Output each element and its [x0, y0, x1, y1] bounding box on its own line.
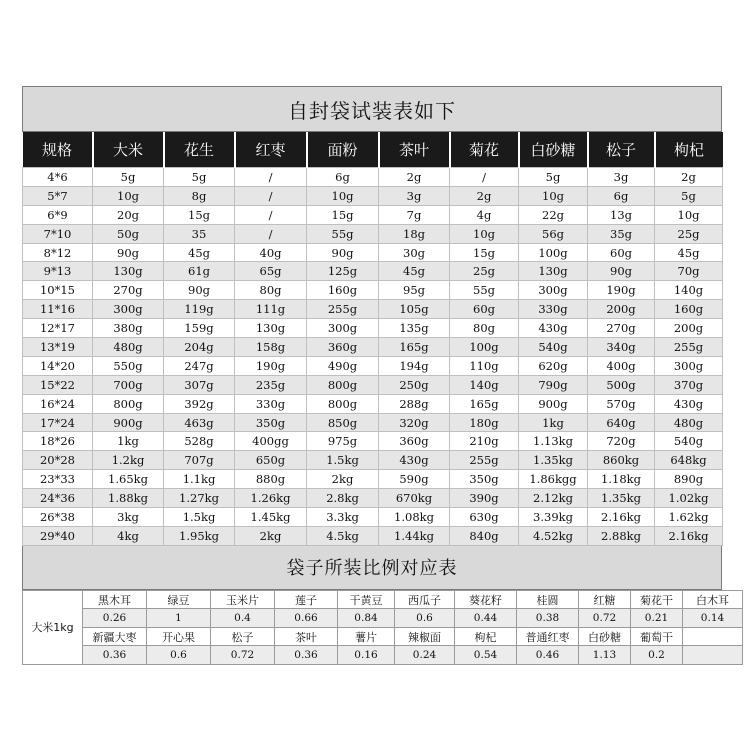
- table-row: [23, 413, 723, 432]
- table-row: [23, 375, 723, 394]
- table-row: [23, 394, 723, 413]
- amount-cell: 640g: [588, 413, 655, 432]
- amount-cell: 255g: [307, 300, 379, 319]
- amount-cell: 2g: [379, 168, 450, 187]
- table-row: [23, 338, 723, 357]
- amount-cell: 45g: [164, 243, 235, 262]
- table-row: [23, 168, 723, 187]
- ratio-item-value: 0.26: [83, 609, 147, 628]
- amount-cell: 648kg: [655, 451, 723, 470]
- amount-cell: 630g: [450, 508, 519, 527]
- amount-cell: 5g: [93, 168, 164, 187]
- ratio-row-label: 大米1kg: [23, 590, 83, 664]
- spec-cell: 5*7: [23, 186, 93, 205]
- amount-cell: 800g: [307, 375, 379, 394]
- amount-cell: 90g: [307, 243, 379, 262]
- ratio-item-value: 0.66: [275, 609, 338, 628]
- ratio-item-value: 0.36: [83, 646, 147, 665]
- amount-cell: 300g: [519, 281, 588, 300]
- amount-cell: 380g: [93, 319, 164, 338]
- ratio-item-value: 0.6: [147, 646, 211, 665]
- amount-cell: /: [235, 186, 307, 205]
- spec-cell: 12*17: [23, 319, 93, 338]
- amount-cell: 975g: [307, 432, 379, 451]
- amount-cell: 1.5kg: [307, 451, 379, 470]
- table-row: [23, 281, 723, 300]
- table-row: [23, 470, 723, 489]
- amount-cell: 159g: [164, 319, 235, 338]
- amount-cell: 350g: [235, 413, 307, 432]
- amount-cell: 1.86kgg: [519, 470, 588, 489]
- spec-cell: 20*28: [23, 451, 93, 470]
- amount-cell: 1.27kg: [164, 489, 235, 508]
- amount-cell: 350g: [450, 470, 519, 489]
- ratio-item-value: 0.14: [683, 609, 743, 628]
- amount-cell: 5g: [655, 186, 723, 205]
- amount-cell: 190g: [235, 356, 307, 375]
- col-header-goji: 枸杞: [655, 132, 723, 168]
- amount-cell: 1.2kg: [93, 451, 164, 470]
- table-row: [23, 609, 743, 628]
- amount-cell: 700g: [93, 375, 164, 394]
- amount-cell: 3g: [588, 168, 655, 187]
- ratio-item-name: 开心果: [147, 627, 211, 646]
- amount-cell: 165g: [450, 394, 519, 413]
- amount-cell: 900g: [519, 394, 588, 413]
- amount-cell: 307g: [164, 375, 235, 394]
- ratio-item-name: 松子: [211, 627, 275, 646]
- ratio-item-value: 0.84: [338, 609, 395, 628]
- col-header-pine-nut: 松子: [588, 132, 655, 168]
- col-header-rice: 大米: [93, 132, 164, 168]
- sheet: [22, 86, 729, 665]
- amount-cell: 1.45kg: [235, 508, 307, 527]
- spec-cell: 8*12: [23, 243, 93, 262]
- amount-cell: /: [235, 168, 307, 187]
- spec-cell: 18*26: [23, 432, 93, 451]
- amount-cell: 860kg: [588, 451, 655, 470]
- amount-cell: 4g: [450, 205, 519, 224]
- amount-cell: 140g: [450, 375, 519, 394]
- amount-cell: 10g: [519, 186, 588, 205]
- amount-cell: 2.8kg: [307, 489, 379, 508]
- ratio-item-name: 红糖: [579, 590, 631, 609]
- amount-cell: 5g: [519, 168, 588, 187]
- amount-cell: 340g: [588, 338, 655, 357]
- col-header-peanut: 花生: [164, 132, 235, 168]
- spec-cell: 16*24: [23, 394, 93, 413]
- spec-cell: 23*33: [23, 470, 93, 489]
- amount-cell: 25g: [655, 224, 723, 243]
- ratio-item-value: 0.46: [517, 646, 579, 665]
- amount-cell: 35: [164, 224, 235, 243]
- amount-cell: 1.95kg: [164, 526, 235, 545]
- ratio-item-name: 茶叶: [275, 627, 338, 646]
- table-row: [23, 508, 723, 527]
- amount-cell: 255g: [450, 451, 519, 470]
- amount-cell: 56g: [519, 224, 588, 243]
- spec-cell: 13*19: [23, 338, 93, 357]
- ratio-item-value: [683, 646, 743, 665]
- amount-cell: 590g: [379, 470, 450, 489]
- amount-cell: 95g: [379, 281, 450, 300]
- amount-cell: 45g: [379, 262, 450, 281]
- amount-cell: 105g: [379, 300, 450, 319]
- ratio-item-name: 薯片: [338, 627, 395, 646]
- amount-cell: /: [235, 205, 307, 224]
- amount-cell: 840g: [450, 526, 519, 545]
- fill-table: [22, 132, 723, 546]
- ratio-item-value: 0.38: [517, 609, 579, 628]
- amount-cell: 360g: [307, 338, 379, 357]
- amount-cell: 25g: [450, 262, 519, 281]
- ratio-item-name: [683, 627, 743, 646]
- amount-cell: 2g: [655, 168, 723, 187]
- amount-cell: 670kg: [379, 489, 450, 508]
- ratio-item-value: 1.13: [579, 646, 631, 665]
- amount-cell: 2kg: [307, 470, 379, 489]
- amount-cell: 1kg: [519, 413, 588, 432]
- amount-cell: 60g: [450, 300, 519, 319]
- amount-cell: 430g: [655, 394, 723, 413]
- amount-cell: 130g: [235, 319, 307, 338]
- amount-cell: 10g: [450, 224, 519, 243]
- amount-cell: 6g: [588, 186, 655, 205]
- table-row: [23, 186, 723, 205]
- ratio-item-value: 0.24: [395, 646, 455, 665]
- amount-cell: 15g: [307, 205, 379, 224]
- amount-cell: 204g: [164, 338, 235, 357]
- amount-cell: 1.1kg: [164, 470, 235, 489]
- amount-cell: 10g: [307, 186, 379, 205]
- amount-cell: 7g: [379, 205, 450, 224]
- table-row: [23, 451, 723, 470]
- amount-cell: 130g: [93, 262, 164, 281]
- table-row: [23, 224, 723, 243]
- amount-cell: 255g: [655, 338, 723, 357]
- amount-cell: 300g: [655, 356, 723, 375]
- amount-cell: 330g: [235, 394, 307, 413]
- amount-cell: 125g: [307, 262, 379, 281]
- table-row: [23, 627, 743, 646]
- amount-cell: 480g: [93, 338, 164, 357]
- spec-cell: 11*16: [23, 300, 93, 319]
- amount-cell: 430g: [379, 451, 450, 470]
- amount-cell: /: [235, 224, 307, 243]
- amount-cell: 15g: [450, 243, 519, 262]
- amount-cell: 90g: [588, 262, 655, 281]
- table-row: [23, 526, 723, 545]
- amount-cell: 160g: [655, 300, 723, 319]
- amount-cell: 130g: [519, 262, 588, 281]
- amount-cell: 1.02kg: [655, 489, 723, 508]
- table-row: [23, 489, 723, 508]
- amount-cell: 900g: [93, 413, 164, 432]
- amount-cell: 65g: [235, 262, 307, 281]
- amount-cell: 480g: [655, 413, 723, 432]
- amount-cell: 140g: [655, 281, 723, 300]
- ratio-item-value: 0.36: [275, 646, 338, 665]
- ratio-item-name: 干黄豆: [338, 590, 395, 609]
- col-header-tea: 茶叶: [379, 132, 450, 168]
- ratio-item-value: 0.16: [338, 646, 395, 665]
- fill-table-body: [23, 168, 723, 546]
- spec-cell: 15*22: [23, 375, 93, 394]
- spec-cell: 6*9: [23, 205, 93, 224]
- amount-cell: 250g: [379, 375, 450, 394]
- table-row: [23, 646, 743, 665]
- ratio-item-value: 0.44: [455, 609, 517, 628]
- amount-cell: 2.88kg: [588, 526, 655, 545]
- amount-cell: 13g: [588, 205, 655, 224]
- col-header-sugar: 白砂糖: [519, 132, 588, 168]
- amount-cell: 18g: [379, 224, 450, 243]
- amount-cell: 111g: [235, 300, 307, 319]
- amount-cell: 270g: [588, 319, 655, 338]
- amount-cell: 110g: [450, 356, 519, 375]
- spec-cell: 26*38: [23, 508, 93, 527]
- amount-cell: 4.52kg: [519, 526, 588, 545]
- amount-cell: 620g: [519, 356, 588, 375]
- ratio-item-name: 普通红枣: [517, 627, 579, 646]
- amount-cell: 2.16kg: [655, 526, 723, 545]
- ratio-item-name: 葡萄干: [631, 627, 683, 646]
- amount-cell: 2g: [450, 186, 519, 205]
- amount-cell: 235g: [235, 375, 307, 394]
- ratio-item-value: 1: [147, 609, 211, 628]
- spec-cell: 7*10: [23, 224, 93, 243]
- amount-cell: 4kg: [93, 526, 164, 545]
- amount-cell: 490g: [307, 356, 379, 375]
- amount-cell: 45g: [655, 243, 723, 262]
- amount-cell: 540g: [655, 432, 723, 451]
- amount-cell: 165g: [379, 338, 450, 357]
- amount-cell: 1.26kg: [235, 489, 307, 508]
- spec-cell: 17*24: [23, 413, 93, 432]
- amount-cell: 3kg: [93, 508, 164, 527]
- table-row: [23, 205, 723, 224]
- amount-cell: 1.08kg: [379, 508, 450, 527]
- spec-cell: 24*36: [23, 489, 93, 508]
- amount-cell: 570g: [588, 394, 655, 413]
- amount-cell: 158g: [235, 338, 307, 357]
- table-row: [23, 432, 723, 451]
- amount-cell: 880g: [235, 470, 307, 489]
- amount-cell: 430g: [519, 319, 588, 338]
- amount-cell: 55g: [450, 281, 519, 300]
- amount-cell: 50g: [93, 224, 164, 243]
- amount-cell: 270g: [93, 281, 164, 300]
- ratio-item-value: 0.6: [395, 609, 455, 628]
- amount-cell: 80g: [450, 319, 519, 338]
- table-row: [23, 262, 723, 281]
- amount-cell: 400g: [588, 356, 655, 375]
- ratio-table-body: [23, 590, 743, 664]
- col-header-flour: 面粉: [307, 132, 379, 168]
- amount-cell: 1.35kg: [519, 451, 588, 470]
- amount-cell: 40g: [235, 243, 307, 262]
- ratio-item-name: 桂圆: [517, 590, 579, 609]
- amount-cell: 500g: [588, 375, 655, 394]
- amount-cell: /: [450, 168, 519, 187]
- amount-cell: 1.88kg: [93, 489, 164, 508]
- amount-cell: 100g: [450, 338, 519, 357]
- amount-cell: 790g: [519, 375, 588, 394]
- ratio-item-name: 葵花籽: [455, 590, 517, 609]
- amount-cell: 800g: [307, 394, 379, 413]
- amount-cell: 550g: [93, 356, 164, 375]
- amount-cell: 707g: [164, 451, 235, 470]
- amount-cell: 3g: [379, 186, 450, 205]
- amount-cell: 100g: [519, 243, 588, 262]
- ratio-item-value: 0.72: [211, 646, 275, 665]
- amount-cell: 3.39kg: [519, 508, 588, 527]
- ratio-item-name: 西瓜子: [395, 590, 455, 609]
- amount-cell: 1.35kg: [588, 489, 655, 508]
- ratio-item-name: 辣椒面: [395, 627, 455, 646]
- ratio-item-name: 黑木耳: [83, 590, 147, 609]
- amount-cell: 288g: [379, 394, 450, 413]
- table-row: [23, 300, 723, 319]
- spec-cell: 29*40: [23, 526, 93, 545]
- amount-cell: 8g: [164, 186, 235, 205]
- ratio-item-value: 0.72: [579, 609, 631, 628]
- amount-cell: 320g: [379, 413, 450, 432]
- ratio-item-name: 新疆大枣: [83, 627, 147, 646]
- table-row: [23, 319, 723, 338]
- amount-cell: 5g: [164, 168, 235, 187]
- amount-cell: 210g: [450, 432, 519, 451]
- amount-cell: 1.65kg: [93, 470, 164, 489]
- amount-cell: 61g: [164, 262, 235, 281]
- amount-cell: 1.13kg: [519, 432, 588, 451]
- amount-cell: 10g: [655, 205, 723, 224]
- ratio-item-name: 莲子: [275, 590, 338, 609]
- amount-cell: 135g: [379, 319, 450, 338]
- amount-cell: 800g: [93, 394, 164, 413]
- amount-cell: 370g: [655, 375, 723, 394]
- amount-cell: 890g: [655, 470, 723, 489]
- amount-cell: 55g: [307, 224, 379, 243]
- spec-cell: 10*15: [23, 281, 93, 300]
- amount-cell: 180g: [450, 413, 519, 432]
- amount-cell: 6g: [307, 168, 379, 187]
- amount-cell: 90g: [164, 281, 235, 300]
- amount-cell: 650g: [235, 451, 307, 470]
- amount-cell: 200g: [655, 319, 723, 338]
- amount-cell: 30g: [379, 243, 450, 262]
- amount-cell: 10g: [93, 186, 164, 205]
- ratio-item-value: 0.54: [455, 646, 517, 665]
- amount-cell: 119g: [164, 300, 235, 319]
- amount-cell: 247g: [164, 356, 235, 375]
- amount-cell: 70g: [655, 262, 723, 281]
- amount-cell: 3.3kg: [307, 508, 379, 527]
- ratio-title: 袋子所装比例对应表: [22, 546, 722, 590]
- amount-cell: 540g: [519, 338, 588, 357]
- amount-cell: 22g: [519, 205, 588, 224]
- amount-cell: 2.12kg: [519, 489, 588, 508]
- ratio-item-value: 0.4: [211, 609, 275, 628]
- amount-cell: 390g: [450, 489, 519, 508]
- amount-cell: 400gg: [235, 432, 307, 451]
- amount-cell: 528g: [164, 432, 235, 451]
- col-header-spec: 规格: [23, 132, 93, 168]
- amount-cell: 1.62kg: [655, 508, 723, 527]
- table-row: [23, 356, 723, 375]
- amount-cell: 850g: [307, 413, 379, 432]
- col-header-chrysanthemum: 菊花: [450, 132, 519, 168]
- spec-cell: 9*13: [23, 262, 93, 281]
- ratio-item-name: 枸杞: [455, 627, 517, 646]
- amount-cell: 300g: [93, 300, 164, 319]
- amount-cell: 60g: [588, 243, 655, 262]
- amount-cell: 194g: [379, 356, 450, 375]
- amount-cell: 1kg: [93, 432, 164, 451]
- ratio-item-name: 玉米片: [211, 590, 275, 609]
- amount-cell: 160g: [307, 281, 379, 300]
- amount-cell: 90g: [93, 243, 164, 262]
- amount-cell: 300g: [307, 319, 379, 338]
- amount-cell: 200g: [588, 300, 655, 319]
- amount-cell: 463g: [164, 413, 235, 432]
- amount-cell: 190g: [588, 281, 655, 300]
- ratio-item-value: 0.2: [631, 646, 683, 665]
- spec-cell: 4*6: [23, 168, 93, 187]
- amount-cell: 360g: [379, 432, 450, 451]
- ratio-item-name: 绿豆: [147, 590, 211, 609]
- table-row: [23, 590, 743, 609]
- spec-cell: 14*20: [23, 356, 93, 375]
- amount-cell: 4.5kg: [307, 526, 379, 545]
- col-header-jujube: 红枣: [235, 132, 307, 168]
- amount-cell: 2kg: [235, 526, 307, 545]
- table-row: [23, 243, 723, 262]
- ratio-table: [22, 590, 743, 665]
- header-row: [23, 132, 723, 168]
- amount-cell: 2.16kg: [588, 508, 655, 527]
- amount-cell: 20g: [93, 205, 164, 224]
- ratio-item-name: 白木耳: [683, 590, 743, 609]
- ratio-item-name: 菊花干: [631, 590, 683, 609]
- amount-cell: 80g: [235, 281, 307, 300]
- amount-cell: 35g: [588, 224, 655, 243]
- amount-cell: 392g: [164, 394, 235, 413]
- ratio-item-value: 0.21: [631, 609, 683, 628]
- amount-cell: 1.5kg: [164, 508, 235, 527]
- amount-cell: 330g: [519, 300, 588, 319]
- amount-cell: 15g: [164, 205, 235, 224]
- amount-cell: 1.44kg: [379, 526, 450, 545]
- table-title: 自封袋试装表如下: [22, 86, 722, 132]
- amount-cell: 1.18kg: [588, 470, 655, 489]
- ratio-item-name: 白砂糖: [579, 627, 631, 646]
- amount-cell: 720g: [588, 432, 655, 451]
